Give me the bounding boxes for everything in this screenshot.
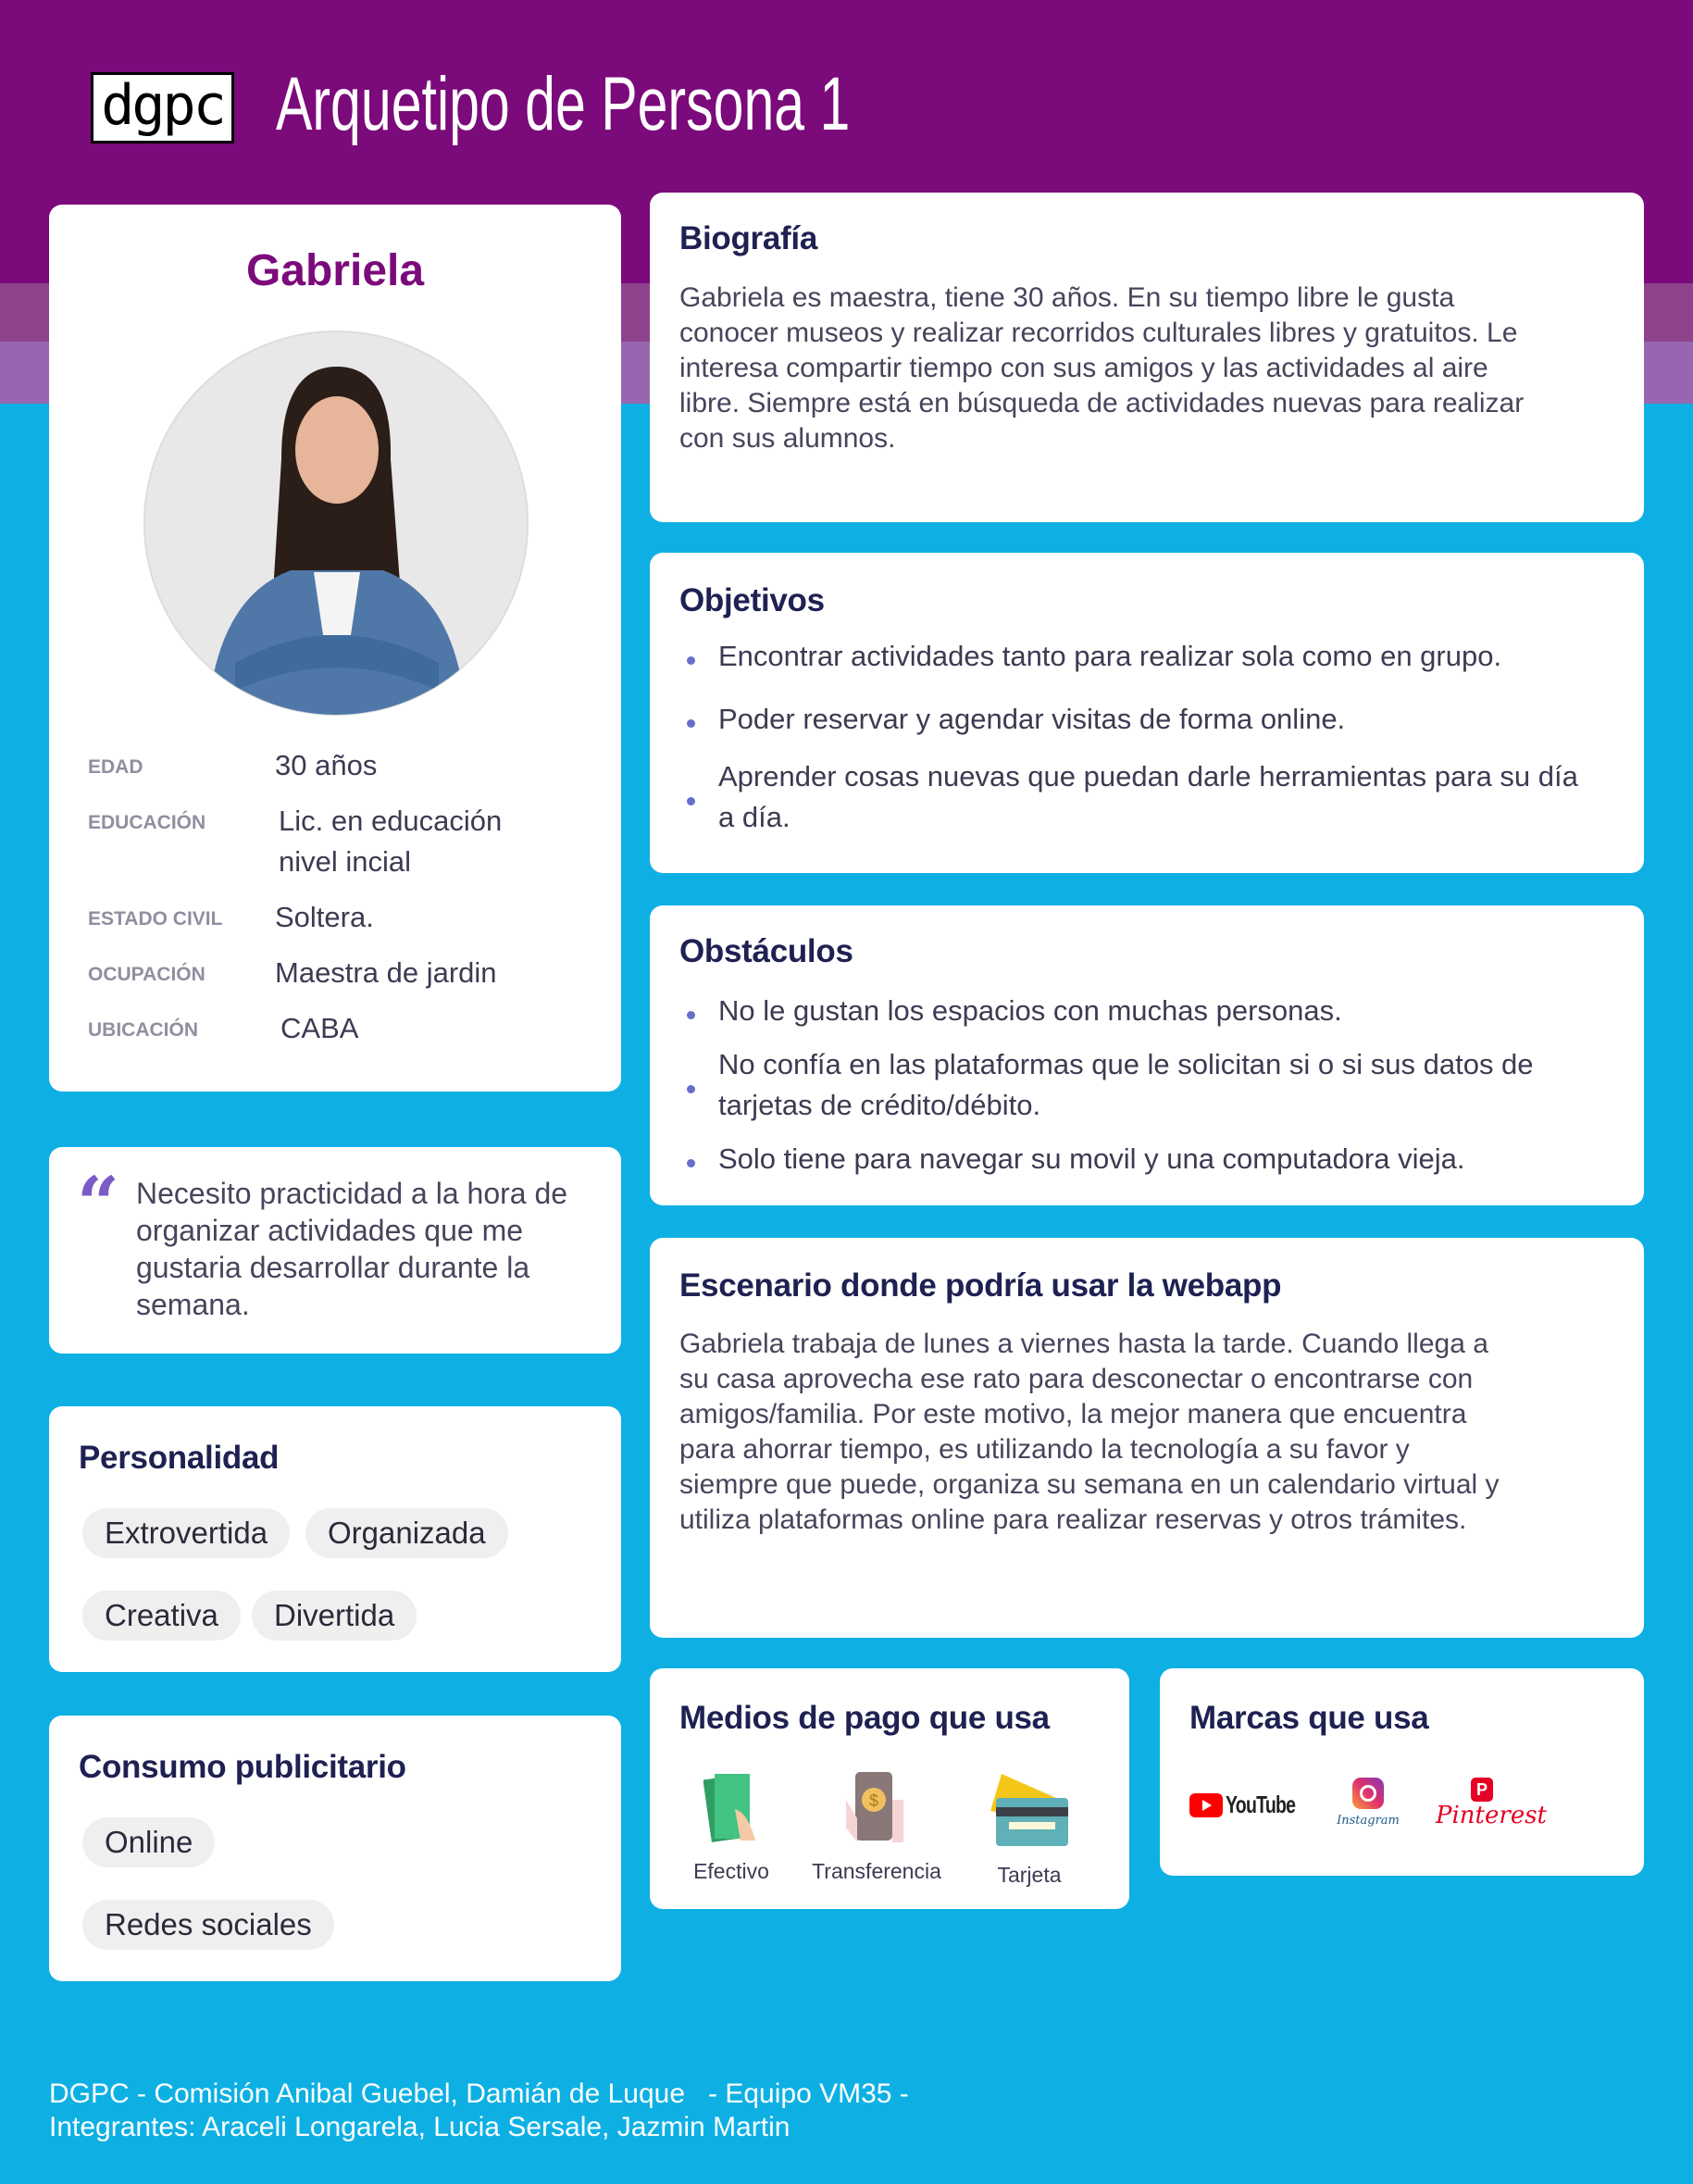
personality-card	[49, 1406, 621, 1672]
brands-title: Marcas que usa	[1189, 1700, 1429, 1736]
youtube-logo: YouTube	[1189, 1791, 1318, 1819]
list-item: Solo tiene para navegar su movil y una computadora vieja.	[679, 1139, 1588, 1179]
payments-card	[650, 1668, 1129, 1909]
cash-icon	[703, 1772, 759, 1842]
pinterest-logo: P Pinterest	[1436, 1778, 1528, 1829]
location-label: UBICACIÓN	[88, 1019, 198, 1041]
location-value: CABA	[280, 1012, 359, 1044]
bio-text: Gabriela es maestra, tiene 30 años. En su tiempo libre le gusta conocer museos y realizar recorridos culturales libres y gratuitos. Le interesa compartir tiempo con sus amigos y las actividades al aire libre. Siempre está en búsqueda de actividades nuevas para realizar con sus alumnos.	[679, 282, 1525, 454]
youtube-icon	[1189, 1793, 1223, 1817]
list-item: Poder reservar y agendar visitas de forma online.	[679, 699, 1588, 740]
footer-line-2: Integrantes: Araceli Longarela, Lucia Sersale, Jazmin Martin	[49, 2112, 790, 2142]
goals-title: Objetivos	[679, 582, 825, 618]
footer-credits	[49, 2078, 909, 2144]
age-label: EDAD	[88, 756, 143, 778]
civil-status-label: ESTADO CIVIL	[88, 908, 223, 930]
brands-card	[1160, 1668, 1644, 1876]
persona-photo	[143, 330, 529, 717]
goals-card	[650, 553, 1644, 873]
advertising-title: Consumo publicitario	[79, 1749, 406, 1785]
quote-icon: “	[77, 1160, 120, 1247]
payment-label-cash: Efectivo	[693, 1859, 769, 1883]
advertising-card	[49, 1716, 621, 1981]
footer-line-1: DGPC - Comisión Anibal Guebel, Damián de Luque - Equipo VM35 -	[49, 2078, 909, 2109]
education-label: EDUCACIÓN	[88, 812, 206, 833]
instagram-logo: Instagram	[1336, 1778, 1400, 1828]
logo: dgpc	[91, 72, 234, 144]
chip: Extrovertida	[82, 1508, 290, 1558]
list-item: No confía en las plataformas que le solicitan si o si sus datos de tarjetas de crédito/débito.	[679, 1044, 1588, 1126]
payment-label-card: Tarjeta	[997, 1863, 1062, 1887]
page-title: Arquetipo de Persona 1	[276, 62, 851, 146]
persona-name: Gabriela	[245, 246, 425, 295]
payments-title: Medios de pago que usa	[679, 1700, 1050, 1736]
obstacles-title: Obstáculos	[679, 933, 853, 969]
chip: Organizada	[305, 1508, 508, 1558]
chip: Creativa	[82, 1591, 241, 1641]
obstacles-list	[679, 991, 1588, 1179]
bio-title: Biografía	[679, 220, 817, 256]
occupation-label: OCUPACIÓN	[88, 964, 205, 985]
civil-status-value: Soltera.	[275, 901, 374, 933]
quote-text: Necesito practicidad a la hora de organizar actividades que me gustaria desarrollar durante la semana.	[136, 1177, 568, 1321]
svg-text:$: $	[868, 1791, 879, 1810]
occupation-value: Maestra de jardin	[275, 956, 497, 989]
list-item: No le gustan los espacios con muchas personas.	[679, 991, 1588, 1031]
instagram-icon	[1352, 1778, 1384, 1809]
scenario-title: Escenario donde podría usar la webapp	[679, 1267, 1282, 1304]
list-item: Aprender cosas nuevas que puedan darle herramientas para su día a día.	[679, 756, 1588, 838]
scenario-card	[650, 1238, 1644, 1638]
profile-card	[49, 205, 621, 1092]
chip: Divertida	[252, 1591, 417, 1641]
education-value: Lic. en educación nivel incial	[279, 805, 503, 878]
chip: Redes sociales	[82, 1900, 334, 1950]
list-item: Encontrar actividades tanto para realizar sola como en grupo.	[679, 636, 1588, 677]
transfer-icon	[846, 1772, 903, 1842]
personality-title: Personalidad	[79, 1440, 280, 1476]
quote-card	[49, 1147, 621, 1354]
scenario-text: Gabriela trabaja de lunes a viernes hasta la tarde. Cuando llega a su casa aprovecha ese rato para desconectar o encontrarse con amigos/familia. Por este motivo, la mejor manera que encuentra para ahorrar tiempo, es utilizando la tecnología a su favor y siempre que puede, organiza su semana en un calendario virtual y utiliza plataformas online para realizar reservas y otros trámites.	[679, 1329, 1500, 1535]
payment-label-transfer: Transferencia	[812, 1859, 941, 1883]
goals-list	[679, 636, 1588, 838]
card-icon	[990, 1774, 1072, 1848]
obstacles-card	[650, 905, 1644, 1205]
age-value: 30 años	[275, 749, 378, 781]
chip: Online	[82, 1817, 215, 1867]
pinterest-icon: P	[1471, 1778, 1493, 1802]
bio-card	[650, 193, 1644, 522]
